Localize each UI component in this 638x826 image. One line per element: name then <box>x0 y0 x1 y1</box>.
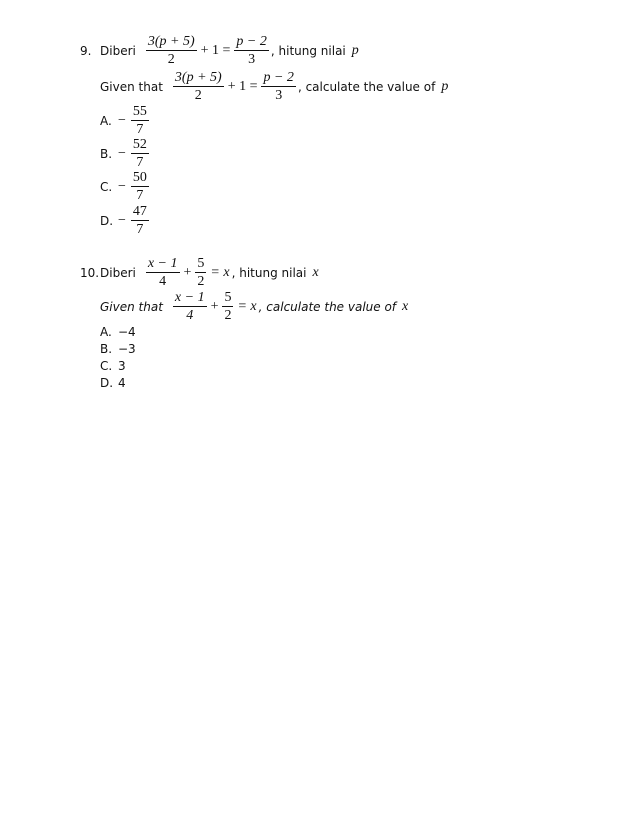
q9-malay-lhs-fraction <box>146 34 197 67</box>
q9-malay-prefix: Diberi <box>100 43 136 58</box>
q10-english-lhs-numerator: x − 1 <box>174 290 205 305</box>
q9-option-b-fraction <box>131 137 149 170</box>
q10-option-a-value: −4 <box>118 325 136 339</box>
q9-malay-suffix: , hitung nilai <box>270 43 346 58</box>
q9-option-c <box>100 170 151 203</box>
q9-option-b-denominator: 7 <box>136 155 144 170</box>
q10-malay-variable: x <box>312 264 319 280</box>
q9-option-c-letter: C. <box>100 179 113 194</box>
q10-malay-plus: + <box>183 264 192 280</box>
q9-option-d <box>100 204 151 237</box>
q9-malay-lhs-numerator: 3(p + 5) <box>147 34 195 49</box>
q9-english-variable: p <box>441 78 449 94</box>
q10-malay-lhs-denominator: 4 <box>159 274 167 289</box>
q10-malay-lhs-fraction <box>146 256 180 289</box>
q9-option-d-letter: D. <box>100 213 114 228</box>
q10-number: 10. <box>80 265 100 280</box>
q9-malay-lhs-denominator: 2 <box>167 52 175 67</box>
q10-malay-prefix: Diberi <box>100 265 136 280</box>
q9-option-c-numerator: 50 <box>132 170 147 185</box>
q10-option-c-value: 3 <box>118 359 126 373</box>
q9-option-d-sign: − <box>118 212 126 228</box>
q9-option-b-numerator: 52 <box>132 137 147 152</box>
q10-option-a-letter: A. <box>100 325 112 339</box>
q9-malay-rhs-fraction <box>234 34 268 67</box>
q9-english-plus-one: + 1 = <box>227 78 258 94</box>
q9-malay-line <box>80 34 359 67</box>
q10-option-b <box>100 342 136 356</box>
q9-english-rhs-fraction <box>261 70 295 103</box>
q9-option-a-denominator: 7 <box>136 122 144 137</box>
q9-malay-rhs-numerator: p − 2 <box>236 34 267 49</box>
q10-english-variable: x <box>402 298 409 314</box>
q9-option-a-sign: − <box>118 112 126 128</box>
q10-option-d-letter: D. <box>100 376 114 390</box>
q10-english-plus: + <box>210 298 219 314</box>
q9-option-b-sign: − <box>118 145 126 161</box>
q10-malay-line <box>80 256 319 289</box>
q10-malay-equals-x: = x <box>210 264 230 280</box>
q9-option-b-letter: B. <box>100 146 113 161</box>
q9-option-a-fraction <box>131 104 149 137</box>
q9-english-lhs-numerator: 3(p + 5) <box>174 70 222 85</box>
q9-malay-variable: p <box>351 42 359 58</box>
q10-option-b-letter: B. <box>100 342 113 356</box>
q10-english-equals-x: = x <box>237 298 257 314</box>
q9-option-a-numerator: 55 <box>132 104 147 119</box>
q9-option-d-fraction <box>131 204 149 237</box>
q10-option-d <box>100 376 126 390</box>
q10-english-mid-denominator: 2 <box>224 308 232 323</box>
q10-english-lhs-denominator: 4 <box>186 308 194 323</box>
q9-malay-rhs-denominator: 3 <box>248 52 256 67</box>
q9-malay-plus-one: + 1 = <box>200 42 231 58</box>
q9-option-d-denominator: 7 <box>136 222 144 237</box>
q10-malay-mid-numerator: 5 <box>197 256 205 271</box>
q10-malay-mid-fraction <box>195 256 206 289</box>
q9-english-rhs-denominator: 3 <box>275 88 283 103</box>
q9-option-c-sign: − <box>118 178 126 194</box>
q9-english-line <box>100 70 448 103</box>
q10-option-c-letter: C. <box>100 359 113 373</box>
q9-option-c-fraction <box>131 170 149 203</box>
q9-number: 9. <box>80 43 92 58</box>
q9-option-c-denominator: 7 <box>136 188 144 203</box>
q10-english-mid-fraction <box>222 290 233 323</box>
q9-english-lhs-denominator: 2 <box>194 88 202 103</box>
q9-option-d-numerator: 47 <box>132 204 147 219</box>
q10-option-c <box>100 359 126 373</box>
q9-option-a <box>100 104 151 137</box>
q10-english-prefix: Given that <box>100 299 163 314</box>
q10-english-line <box>100 290 408 323</box>
q10-malay-mid-denominator: 2 <box>197 274 205 289</box>
q10-malay-suffix: , hitung nilai <box>231 265 307 280</box>
q9-english-suffix: , calculate the value of <box>297 79 436 94</box>
q9-english-rhs-numerator: p − 2 <box>263 70 294 85</box>
q10-english-suffix: , calculate the value of <box>258 299 397 314</box>
q9-option-b <box>100 137 151 170</box>
q10-option-a <box>100 325 136 339</box>
q9-english-lhs-fraction <box>173 70 224 103</box>
q10-english-lhs-fraction <box>173 290 207 323</box>
q9-english-prefix: Given that <box>100 79 163 94</box>
q10-option-b-value: −3 <box>118 342 136 356</box>
q10-english-mid-numerator: 5 <box>224 290 232 305</box>
q10-option-d-value: 4 <box>118 376 126 390</box>
q9-option-a-letter: A. <box>100 113 112 128</box>
q10-malay-lhs-numerator: x − 1 <box>147 256 178 271</box>
